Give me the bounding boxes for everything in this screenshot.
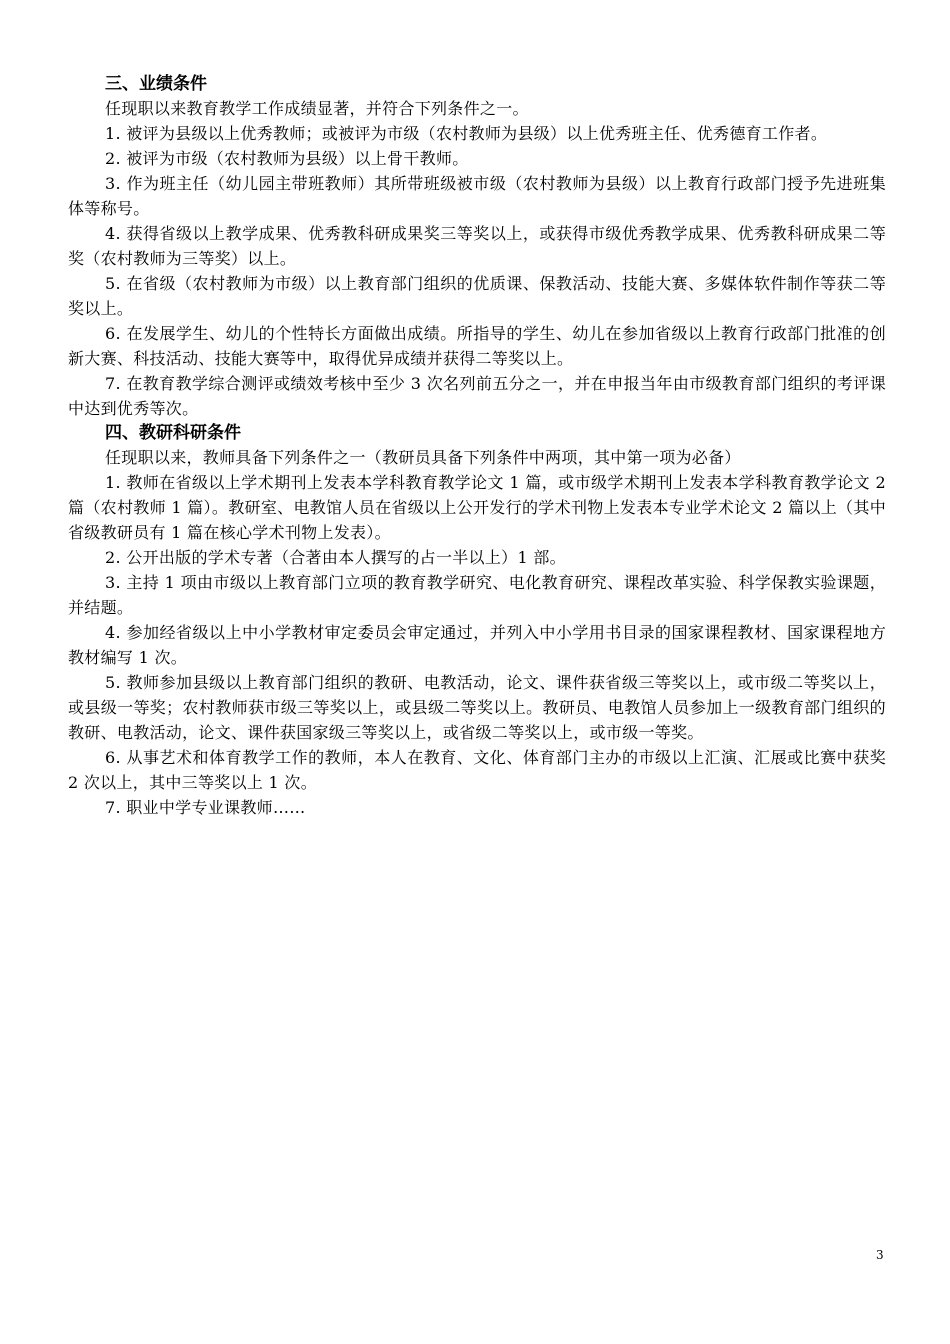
condition-item: 1. 教师在省级以上学术期刊上发表本学科教育教学论文 1 篇，或市级学术期刊上发表本学科教育教学论文 2 篇（农村教师 1 篇）。教研室、电教馆人员在省级以上公开发行的学术刊物上发表本专业学术论文 2 篇以上（其中省级教研员有 1 篇在核心学术刊物上发表）。 (68, 473, 886, 542)
condition-item: 1. 被评为县级以上优秀教师；或被评为市级（农村教师为县级）以上优秀班主任、优秀德育工作者。 (105, 124, 828, 143)
page-number: 3 (876, 1248, 884, 1262)
document-body (68, 72, 886, 820)
condition-item: 3. 作为班主任（幼儿园主带班教师）其所带班级被市级（农村教师为县级）以上教育行政部门授予先进班集体等称号。 (68, 174, 886, 218)
condition-item: 2. 公开出版的学术专著（合著由本人撰写的占一半以上）1 部。 (105, 548, 566, 567)
condition-item: 4. 获得省级以上教学成果、优秀教科研成果奖三等奖以上，或获得市级优秀教学成果、优秀教科研成果二等奖（农村教师为三等奖）以上。 (68, 224, 886, 268)
condition-item: 5. 教师参加县级以上教育部门组织的教研、电教活动，论文、课件获省级三等奖以上，或市级二等奖以上，或县级一等奖；农村教师获市级三等奖以上，或县级二等奖以上。教研员、电教馆人员参加上一级教育部门组织的教研、电教活动，论文、课件获国家级三等奖以上，或省级二等奖以上，或市级一等奖。 (68, 673, 886, 742)
condition-item: 5. 在省级（农村教师为市级）以上教育部门组织的优质课、保教活动、技能大赛、多媒体软件制作等获二等奖以上。 (68, 274, 886, 318)
condition-item: 3. 主持 1 项由市级以上教育部门立项的教育教学研究、电化教育研究、课程改革实验、科学保教实验课题，并结题。 (68, 573, 886, 617)
section-heading-research: 四、教研科研条件 (105, 423, 241, 443)
section-intro: 任现职以来，教师具备下列条件之一（教研员具备下列条件中两项，其中第一项为必备） (105, 448, 741, 467)
condition-item: 7. 在教育教学综合测评或绩效考核中至少 3 次名列前五分之一，并在申报当年由市级教育部门组织的考评课中达到优秀等次。 (68, 374, 886, 418)
section-heading-performance: 三、业绩条件 (105, 74, 207, 94)
condition-item: 4. 参加经省级以上中小学教材审定委员会审定通过，并列入中小学用书目录的国家课程教材、国家课程地方教材编写 1 次。 (68, 623, 886, 667)
condition-item: 2. 被评为市级（农村教师为县级）以上骨干教师。 (105, 149, 469, 168)
condition-item: 7. 职业中学专业课教师…… (105, 798, 306, 817)
condition-item: 6. 在发展学生、幼儿的个性特长方面做出成绩。所指导的学生、幼儿在参加省级以上教育行政部门批准的创新大赛、科技活动、技能大赛等中，取得优异成绩并获得二等奖以上。 (68, 324, 886, 368)
section-intro: 任现职以来教育教学工作成绩显著，并符合下列条件之一。 (105, 99, 529, 118)
condition-item: 6. 从事艺术和体育教学工作的教师，本人在教育、文化、体育部门主办的市级以上汇演、汇展或比赛中获奖 2 次以上，其中三等奖以上 1 次。 (68, 748, 886, 792)
